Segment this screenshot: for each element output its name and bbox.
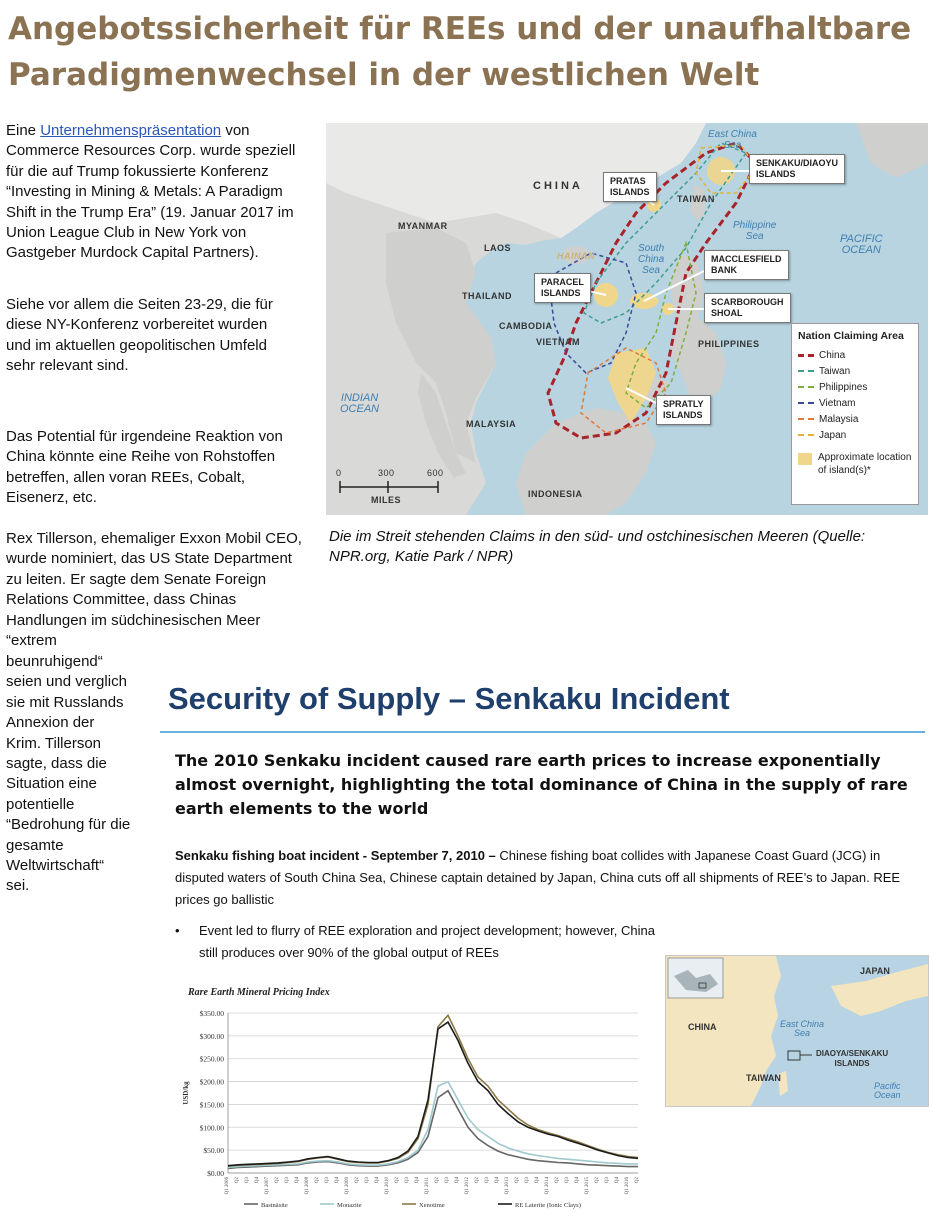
bullet-marker: •: [175, 923, 180, 938]
x-tick-label: Q1 2007: [265, 1177, 270, 1195]
intro-paragraph: [6, 121, 306, 264]
locator-label-taiwan: TAIWAN: [746, 1073, 781, 1083]
x-tick-label: Q2: [555, 1177, 560, 1184]
x-tick-label: Q3: [245, 1177, 250, 1184]
x-tick-label: Q4: [415, 1177, 420, 1184]
series-line-bastn-site: [228, 1091, 638, 1169]
y-axis-label: USD/kg: [182, 1081, 190, 1105]
map-legend: [791, 323, 919, 505]
callout-macclesfield: MACCLESFIELD BANK: [704, 250, 789, 280]
x-tick-label: Q1 2010: [385, 1177, 390, 1195]
locator-sea-pacific: Pacific Ocean: [874, 1081, 901, 1100]
legend-swatch: [798, 434, 814, 436]
x-tick-label: Q4: [495, 1177, 500, 1184]
x-tick-label: Q2: [435, 1177, 440, 1184]
legend-swatch: [798, 418, 814, 420]
x-tick-label: Q4: [295, 1177, 300, 1184]
legend-area-label: Approximate location of island(s)*: [818, 452, 912, 476]
intro-lead: Eine: [6, 122, 41, 139]
legend-swatch: [798, 354, 814, 357]
series-line-monazite: [228, 1082, 638, 1168]
tillerson-paragraph-continued: beunruhigend“ seien und verglich sie mit Russlands Annexion der Krim. Tillerson sagte, dass die Situation eine potentielle “Bedrohung für die gesamte Weltwirtschaft“ sei.: [6, 653, 131, 895]
x-tick-label: Q1 2011: [425, 1177, 430, 1195]
x-tick-label: Q2: [395, 1177, 400, 1184]
sea-label-east-china: East China Sea: [708, 129, 757, 151]
y-tick-label: $50.00: [203, 1146, 224, 1156]
x-tick-label: Q2: [635, 1177, 640, 1184]
x-tick-label: Q1 2012: [465, 1177, 470, 1195]
x-tick-label: Q4: [375, 1177, 380, 1184]
legend-label: Bastnäsite: [261, 1202, 288, 1209]
x-tick-label: Q1 2014: [545, 1177, 550, 1195]
callout-pratas: PRATAS ISLANDS: [603, 172, 657, 202]
locator-label-china: CHINA: [688, 1022, 717, 1032]
map-label-vietnam: VIETNAM: [536, 337, 580, 347]
company-presentation-link[interactable]: Unternehmenspräsentation: [40, 122, 222, 139]
legend-area-swatch: [798, 453, 812, 465]
map-label-philippines: PHILIPPINES: [698, 339, 760, 349]
legend-label: Taiwan: [819, 365, 851, 377]
x-tick-label: Q3: [605, 1177, 610, 1184]
legend-item-philippines: [798, 379, 912, 395]
bullet-item: [175, 920, 655, 964]
x-tick-label: Q1 2006: [225, 1177, 230, 1195]
x-tick-label: Q4: [335, 1177, 340, 1184]
y-tick-label: $100.00: [199, 1123, 224, 1133]
scale-unit: MILES: [371, 495, 402, 505]
incident-text: Chinese fishing boat collides with Japanese Coast Guard (JCG) in disputed waters of South China Sea, Chinese captain detained by Japan, China cuts off all shipments of REE’s to Japan. REE prices go ballistic: [175, 848, 901, 907]
sea-label-south-china: South China Sea: [638, 243, 665, 276]
slide-divider: [160, 731, 925, 733]
x-tick-label: Q3: [405, 1177, 410, 1184]
x-tick-label: Q2: [475, 1177, 480, 1184]
x-tick-label: Q2: [515, 1177, 520, 1184]
legend-label: Philippines: [819, 381, 868, 393]
y-tick-label: $200.00: [199, 1077, 224, 1087]
locator-label-japan: JAPAN: [860, 966, 890, 976]
bullet-text: Event led to flurry of REE exploration and project development; however, China still produces over 90% of the global output of REEs: [199, 923, 655, 960]
callout-paracel: PARACEL ISLANDS: [534, 273, 591, 303]
legend-label: Monazite: [337, 1202, 362, 1209]
x-tick-label: Q2: [355, 1177, 360, 1184]
scale-tick-600: 600: [427, 468, 444, 478]
map-label-china: CHINA: [533, 180, 583, 192]
callout-senkaku: SENKAKU/DIAOYU ISLANDS: [749, 154, 845, 184]
legend-item-japan: [798, 427, 912, 443]
slide-subtitle: The 2010 Senkaku incident caused rare earth prices to increase exponentially almost overnight, highlighting the total dominance of China in the supply of rare earth elements to the world: [175, 751, 908, 818]
legend-swatch: [798, 386, 814, 388]
x-tick-label: Q1 2015: [585, 1177, 590, 1195]
y-tick-label: $300.00: [199, 1031, 224, 1041]
series-line-re-laterite-ionic-clays-: [228, 1022, 638, 1166]
x-tick-label: Q4: [535, 1177, 540, 1184]
page-title: Angebotssicherheit für REEs und der unaufhaltbare Paradigmenwechsel in der westlichen Welt: [8, 11, 912, 93]
y-tick-label: $0.00: [207, 1169, 224, 1178]
x-tick-label: Q1 2009: [345, 1177, 350, 1195]
map-label-malaysia: MALAYSIA: [466, 419, 517, 429]
x-tick-label: Q2: [595, 1177, 600, 1184]
y-tick-label: $250.00: [199, 1054, 224, 1064]
locator-sea-east-china: East China Sea: [780, 1019, 825, 1038]
legend-label: Japan: [819, 429, 847, 441]
x-tick-label: Q4: [575, 1177, 580, 1184]
incident-paragraph: [175, 845, 925, 911]
scale-tick-0: 0: [336, 468, 342, 478]
map-label-taiwan: TAIWAN: [677, 194, 715, 204]
map-label-hainan: HAINAN: [557, 251, 595, 261]
x-tick-label: Q2: [315, 1177, 320, 1184]
legend-item-vietnam: [798, 395, 912, 411]
map-label-myanmar: MYANMAR: [398, 221, 448, 231]
tillerson-paragraph: Rex Tillerson, ehemaliger Exxon Mobil CEO, wurde nominiert, das US State Department zu leiten. Er sagte dem Senate Foreign Relations Committee, dass Chinas Handlungen im südchinesischen Meer “extrem: [6, 530, 302, 650]
legend-swatch: [798, 370, 814, 372]
x-tick-label: Q3: [485, 1177, 490, 1184]
incident-heading: Senkaku fishing boat incident - September 7, 2010 –: [175, 848, 496, 863]
x-tick-label: Q1 2013: [505, 1177, 510, 1195]
south-china-sea-map: [326, 123, 928, 515]
rare-earth-pricing-chart: [180, 985, 645, 1215]
x-tick-label: Q3: [525, 1177, 530, 1184]
legend-label: China: [819, 349, 846, 361]
legend-item-malaysia: [798, 411, 912, 427]
callout-scarborough: SCARBOROUGH SHOAL: [704, 293, 791, 323]
intro-rest: von Commerce Resources Corp. wurde speziell für die auf Trump fokussierte Konferenz “Investing in Mining & Metals: A Paradigm Shift in the Trump Era” (19. Januar 2017 im Union League Club in New York von Gastgeber Murdock Capital Partners).: [6, 122, 296, 262]
legend-item-taiwan: [798, 363, 912, 379]
legend-title: Nation Claiming Area: [798, 330, 904, 342]
map-label-indonesia: INDONESIA: [528, 489, 583, 499]
senkaku-locator-map: [665, 955, 929, 1107]
legend-label: Vietnam: [819, 397, 856, 409]
legend-label: Xenotime: [419, 1202, 445, 1209]
x-tick-label: Q3: [365, 1177, 370, 1184]
scale-tick-300: 300: [378, 468, 395, 478]
x-tick-label: Q3: [565, 1177, 570, 1184]
callout-spratly: SPRATLY ISLANDS: [656, 395, 711, 425]
x-tick-label: Q4: [615, 1177, 620, 1184]
legend-label: RE Laterite (Ionic Clays): [515, 1202, 581, 1209]
x-tick-label: Q4: [455, 1177, 460, 1184]
map-caption: Die im Streit stehenden Claims in den süd- und ostchinesischen Meeren (Quelle: NPR.org, Katie Park / NPR): [329, 528, 866, 565]
x-tick-label: Q4: [255, 1177, 260, 1184]
map-label-laos: LAOS: [484, 243, 512, 253]
sea-label-indian: INDIAN OCEAN: [340, 392, 380, 415]
y-tick-label: $150.00: [199, 1100, 224, 1110]
legend-item-china: [798, 347, 912, 363]
slide-title: Security of Supply – Senkaku Incident: [168, 681, 730, 716]
china-paragraph: Das Potential für irgendeine Reaktion von China könnte eine Reihe von Rohstoffen betreffen, allen voran REEs, Cobalt, Eisenerz, etc.: [6, 428, 283, 507]
locator-label-islands: DIAOYA/SENKAKU ISLANDS: [816, 1049, 889, 1068]
map-label-thailand: THAILAND: [462, 291, 512, 301]
pages-paragraph: Siehe vor allem die Seiten 23-29, die für diese NY-Konferenz vorbereitet wurden und im aktuellen geopolitischen Umfeld sehr relevant sind.: [6, 296, 273, 375]
sea-label-philippine: Philippine Sea: [733, 220, 777, 242]
map-label-cambodia: CAMBODIA: [499, 321, 553, 331]
sea-label-pacific: PACIFIC OCEAN: [840, 233, 883, 256]
legend-label: Malaysia: [819, 413, 859, 425]
x-tick-label: Q3: [285, 1177, 290, 1184]
x-tick-label: Q3: [325, 1177, 330, 1184]
x-tick-label: Q1 2016: [625, 1177, 630, 1195]
x-tick-label: Q2: [235, 1177, 240, 1184]
legend-item-area: [798, 451, 912, 477]
legend-swatch: [798, 402, 814, 404]
y-tick-label: $350.00: [199, 1009, 224, 1018]
x-tick-label: Q2: [275, 1177, 280, 1184]
chart-title: Rare Earth Mineral Pricing Index: [188, 987, 330, 998]
x-tick-label: Q3: [445, 1177, 450, 1184]
x-tick-label: Q1 2008: [305, 1177, 310, 1195]
